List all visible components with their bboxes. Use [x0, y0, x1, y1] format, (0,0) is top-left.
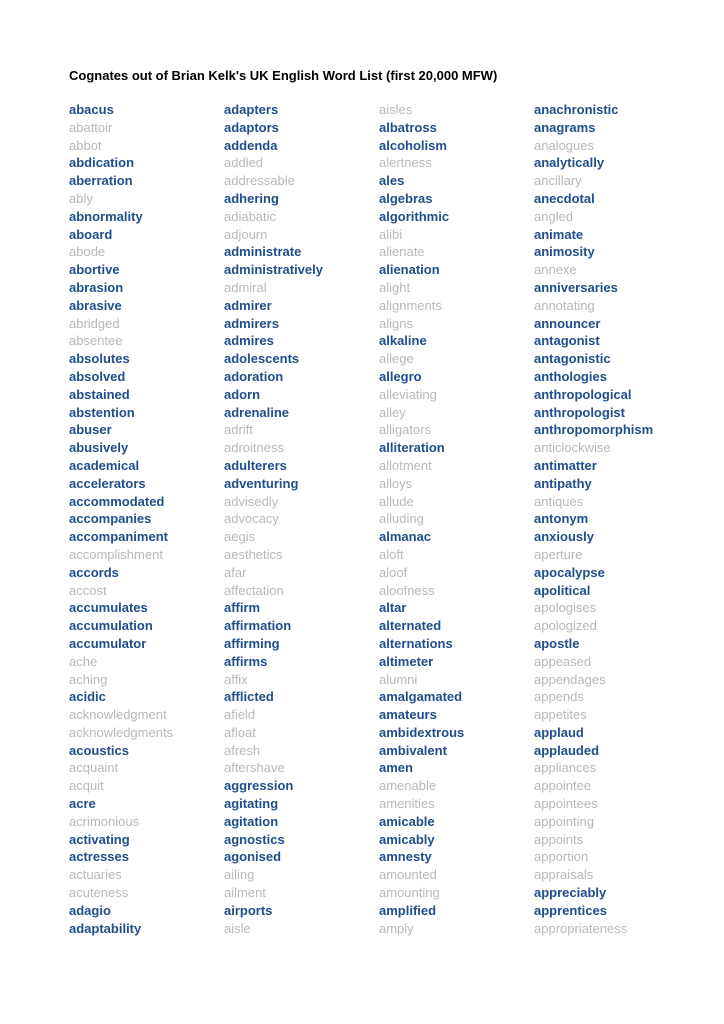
- cognate-word: anniversaries: [534, 279, 618, 295]
- non-cognate-word: acuteness: [69, 885, 129, 901]
- cognate-word: abdication: [69, 155, 135, 171]
- non-cognate-word: aloft: [379, 546, 404, 562]
- cognate-word: actresses: [69, 849, 129, 865]
- cognate-word: acidic: [69, 689, 106, 705]
- cognate-word: administratively: [224, 262, 323, 278]
- non-cognate-word: alluding: [379, 511, 424, 527]
- cognate-word: adorn: [224, 386, 261, 402]
- non-cognate-word: apportion: [534, 849, 589, 865]
- cognate-word: amateurs: [379, 707, 437, 723]
- cognate-word: animosity: [534, 244, 595, 260]
- non-cognate-word: allege: [379, 351, 414, 367]
- cognate-word: affirm: [224, 600, 261, 616]
- non-cognate-word: advisedly: [224, 493, 279, 509]
- non-cognate-word: aesthetics: [224, 546, 283, 562]
- non-cognate-word: analogues: [534, 137, 594, 153]
- non-cognate-word: absentee: [69, 333, 123, 349]
- cognate-word: amen: [379, 760, 413, 776]
- non-cognate-word: aegis: [224, 529, 256, 545]
- cognate-word: apocalypse: [534, 564, 605, 580]
- cognate-word: adapters: [224, 102, 279, 117]
- cognate-word: academical: [69, 457, 140, 473]
- non-cognate-word: acrimonious: [69, 813, 140, 829]
- non-cognate-word: appends: [534, 689, 584, 705]
- non-cognate-word: appointing: [534, 813, 594, 829]
- cognate-word: adventuring: [224, 475, 299, 491]
- cognate-word: abacus: [69, 102, 114, 117]
- cognate-word: abrasion: [69, 279, 124, 295]
- cognate-word: airports: [224, 902, 273, 918]
- cognate-word: adhering: [224, 190, 279, 206]
- non-cognate-word: afield: [224, 707, 256, 723]
- non-cognate-word: ancillary: [534, 173, 582, 189]
- cognate-word: admirers: [224, 315, 279, 331]
- non-cognate-word: aisle: [224, 920, 251, 936]
- cognate-word: alliteration: [379, 440, 445, 456]
- cognate-word: algebras: [379, 190, 433, 206]
- cognate-word: apprentices: [534, 902, 607, 918]
- non-cognate-word: accomplishment: [69, 546, 163, 562]
- cognate-word: absolutes: [69, 351, 130, 367]
- cognate-word: allegro: [379, 368, 422, 384]
- cognate-word: anthropologist: [534, 404, 625, 420]
- cognate-word: abstained: [69, 386, 130, 402]
- word-column-1: [69, 101, 219, 937]
- cognate-word: apostle: [534, 635, 580, 651]
- cognate-word: anthropological: [534, 386, 632, 402]
- cognate-word: announcer: [534, 315, 601, 331]
- non-cognate-word: amenities: [379, 796, 435, 812]
- non-cognate-word: appendages: [534, 671, 606, 687]
- non-cognate-word: abode: [69, 244, 106, 260]
- word-column-3: [379, 101, 529, 937]
- cognate-word: acre: [69, 796, 96, 812]
- cognate-word: aggression: [224, 778, 294, 794]
- non-cognate-word: adrift: [224, 422, 253, 438]
- cognate-word: amalgamated: [379, 689, 463, 705]
- cognate-word: adrenaline: [224, 404, 290, 420]
- non-cognate-word: advocacy: [224, 511, 279, 527]
- non-cognate-word: aloofness: [379, 582, 435, 598]
- cognate-word: accommodated: [69, 493, 165, 509]
- cognate-word: anxiously: [534, 529, 594, 545]
- cognate-word: abuser: [69, 422, 112, 438]
- cognate-word: amplified: [379, 902, 437, 918]
- non-cognate-word: acknowledgments: [69, 724, 174, 740]
- cognate-word: agonised: [224, 849, 282, 865]
- non-cognate-word: angled: [534, 208, 574, 224]
- cognate-word: adoration: [224, 368, 284, 384]
- non-cognate-word: adroitness: [224, 440, 284, 456]
- non-cognate-word: alley: [379, 404, 406, 420]
- non-cognate-word: affix: [224, 671, 248, 687]
- cognate-word: alcoholism: [379, 137, 447, 153]
- cognate-word: adolescents: [224, 351, 300, 367]
- cognate-word: animate: [534, 226, 584, 242]
- cognate-word: altar: [379, 600, 407, 616]
- cognate-word: acoustics: [69, 742, 129, 758]
- cognate-word: applauded: [534, 742, 600, 758]
- cognate-word: alternations: [379, 635, 453, 651]
- non-cognate-word: alibi: [379, 226, 403, 242]
- non-cognate-word: ailing: [224, 867, 255, 883]
- non-cognate-word: aisles: [379, 102, 413, 117]
- cognate-word: ales: [379, 173, 405, 189]
- cognate-word: accumulator: [69, 635, 147, 651]
- non-cognate-word: aligns: [379, 315, 413, 331]
- non-cognate-word: actuaries: [69, 867, 122, 883]
- non-cognate-word: annexe: [534, 262, 577, 278]
- non-cognate-word: alertness: [379, 155, 432, 171]
- non-cognate-word: amenable: [379, 778, 437, 794]
- cognate-word: almanac: [379, 529, 432, 545]
- cognate-word: admirer: [224, 297, 272, 313]
- non-cognate-word: appoints: [534, 831, 584, 847]
- non-cognate-word: anticlockwise: [534, 440, 611, 456]
- non-cognate-word: afresh: [224, 742, 261, 758]
- cognate-word: anecdotal: [534, 190, 595, 206]
- non-cognate-word: appliances: [534, 760, 597, 776]
- cognate-word: accelerators: [69, 475, 146, 491]
- non-cognate-word: acquaint: [69, 760, 119, 776]
- cognate-word: anachronistic: [534, 102, 619, 117]
- cognate-word: abrasive: [69, 297, 122, 313]
- cognate-word: amicable: [379, 813, 435, 829]
- cognate-word: accompanies: [69, 511, 152, 527]
- cognate-word: aberration: [69, 173, 133, 189]
- cognate-word: accompaniment: [69, 529, 168, 545]
- cognate-word: abusively: [69, 440, 129, 456]
- cognate-word: absolved: [69, 368, 126, 384]
- non-cognate-word: amounted: [379, 867, 437, 883]
- cognate-word: anagrams: [534, 119, 596, 135]
- non-cognate-word: appointees: [534, 796, 598, 812]
- page-title: Cognates out of Brian Kelk's UK English Word List (first 20,000 MFW): [69, 68, 498, 83]
- non-cognate-word: addressable: [224, 173, 295, 189]
- non-cognate-word: amounting: [379, 885, 440, 901]
- cognate-word: agitating: [224, 796, 279, 812]
- cognate-word: adaptability: [69, 920, 142, 936]
- non-cognate-word: aching: [69, 671, 108, 687]
- cognate-word: albatross: [379, 119, 437, 135]
- cognate-word: accumulation: [69, 618, 153, 634]
- non-cognate-word: alleviating: [379, 386, 437, 402]
- non-cognate-word: allude: [379, 493, 414, 509]
- word-column-4: [534, 101, 684, 937]
- cognate-word: agnostics: [224, 831, 285, 847]
- cognate-word: alkaline: [379, 333, 427, 349]
- cognate-word: antimatter: [534, 457, 597, 473]
- non-cognate-word: adjourn: [224, 226, 268, 242]
- non-cognate-word: allotment: [379, 457, 432, 473]
- cognate-word: adagio: [69, 902, 111, 918]
- word-column-2: [224, 101, 374, 937]
- cognate-word: abnormality: [69, 208, 143, 224]
- cognate-word: analytically: [534, 155, 605, 171]
- cognate-word: antagonistic: [534, 351, 611, 367]
- non-cognate-word: annotating: [534, 297, 595, 313]
- non-cognate-word: appeased: [534, 653, 592, 669]
- cognate-word: adulterers: [224, 457, 287, 473]
- cognate-word: ambidextrous: [379, 724, 465, 740]
- non-cognate-word: ailment: [224, 885, 266, 901]
- cognate-word: amnesty: [379, 849, 432, 865]
- cognate-word: antonym: [534, 511, 589, 527]
- cognate-word: adaptors: [224, 119, 279, 135]
- non-cognate-word: afar: [224, 564, 247, 580]
- non-cognate-word: apologises: [534, 600, 597, 616]
- cognate-word: applaud: [534, 724, 584, 740]
- cognate-word: agitation: [224, 813, 279, 829]
- non-cognate-word: alignments: [379, 297, 442, 313]
- non-cognate-word: acquit: [69, 778, 104, 794]
- non-cognate-word: addled: [224, 155, 264, 171]
- cognate-word: apolitical: [534, 582, 591, 598]
- non-cognate-word: alienate: [379, 244, 425, 260]
- non-cognate-word: alligators: [379, 422, 432, 438]
- cognate-word: anthologies: [534, 368, 607, 384]
- non-cognate-word: antiques: [534, 493, 584, 509]
- non-cognate-word: acknowledgment: [69, 707, 167, 723]
- non-cognate-word: adiabatic: [224, 208, 277, 224]
- cognate-word: anthropomorphism: [534, 422, 654, 438]
- non-cognate-word: ably: [69, 190, 93, 206]
- cognate-word: algorithmic: [379, 208, 450, 224]
- non-cognate-word: appropriateness: [534, 920, 628, 936]
- cognate-word: accumulates: [69, 600, 148, 616]
- cognate-word: activating: [69, 831, 130, 847]
- non-cognate-word: appointee: [534, 778, 592, 794]
- non-cognate-word: aloof: [379, 564, 408, 580]
- non-cognate-word: amply: [379, 920, 414, 936]
- cognate-word: altimeter: [379, 653, 434, 669]
- cognate-word: appreciably: [534, 885, 607, 901]
- non-cognate-word: appetites: [534, 707, 587, 723]
- non-cognate-word: afloat: [224, 724, 256, 740]
- cognate-word: alienation: [379, 262, 440, 278]
- non-cognate-word: alloys: [379, 475, 413, 491]
- cognate-word: addenda: [224, 137, 278, 153]
- non-cognate-word: aftershave: [224, 760, 285, 776]
- cognate-word: accords: [69, 564, 119, 580]
- cognate-word: affirms: [224, 653, 268, 669]
- cognate-word: alternated: [379, 618, 442, 634]
- cognate-word: antagonist: [534, 333, 600, 349]
- non-cognate-word: admiral: [224, 279, 267, 295]
- non-cognate-word: accost: [69, 582, 107, 598]
- cognate-word: ambivalent: [379, 742, 447, 758]
- cognate-word: abortive: [69, 262, 120, 278]
- cognate-word: afflicted: [224, 689, 274, 705]
- cognate-word: admires: [224, 333, 274, 349]
- cognate-word: affirming: [224, 635, 280, 651]
- non-cognate-word: ache: [69, 653, 98, 669]
- cognate-word: affirmation: [224, 618, 292, 634]
- non-cognate-word: appraisals: [534, 867, 594, 883]
- cognate-word: aboard: [69, 226, 113, 242]
- non-cognate-word: abbot: [69, 137, 102, 153]
- non-cognate-word: alumni: [379, 671, 418, 687]
- cognate-word: administrate: [224, 244, 302, 260]
- non-cognate-word: affectation: [224, 582, 284, 598]
- non-cognate-word: aperture: [534, 546, 583, 562]
- non-cognate-word: alight: [379, 279, 411, 295]
- cognate-word: antipathy: [534, 475, 592, 491]
- non-cognate-word: abattoir: [69, 119, 113, 135]
- cognate-word: amicably: [379, 831, 435, 847]
- non-cognate-word: apologized: [534, 618, 597, 634]
- cognate-word: abstention: [69, 404, 135, 420]
- non-cognate-word: abridged: [69, 315, 120, 331]
